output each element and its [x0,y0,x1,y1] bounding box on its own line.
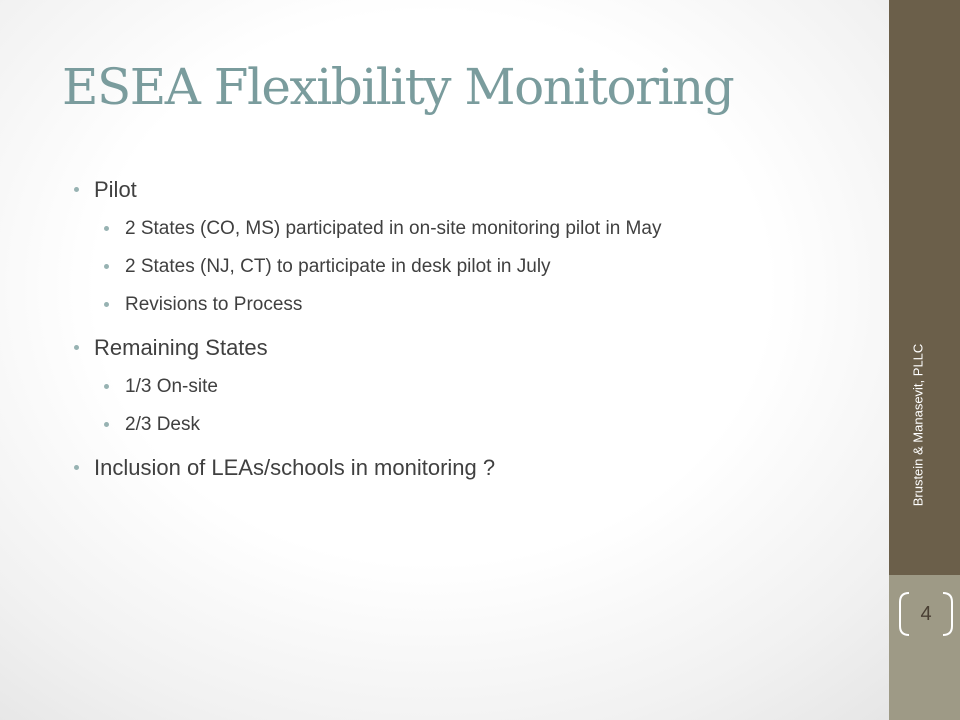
footer-text: Brustein & Manasevit, PLLC [910,343,926,507]
bullet-item-inclusion: Inclusion of LEAs/schools in monitoring ? [74,448,864,488]
bullet-item-pilot: Pilot [74,170,864,210]
page-number-badge [898,591,954,637]
slide-title: ESEA Flexibility Monitoring [62,58,734,116]
bullet-list [74,170,864,488]
bullet-item-remaining-states: Remaining States [74,328,864,368]
sub-bullet-item: 2 States (NJ, CT) to participate in desk pilot in July [74,248,864,286]
sub-bullet-item: Revisions to Process [74,286,864,324]
page-number: 4 [920,603,932,625]
sub-bullet-item: 2/3 Desk [74,406,864,444]
sub-bullet-item: 1/3 On-site [74,368,864,406]
sub-bullet-item: 2 States (CO, MS) participated in on-site monitoring pilot in May [74,210,864,248]
